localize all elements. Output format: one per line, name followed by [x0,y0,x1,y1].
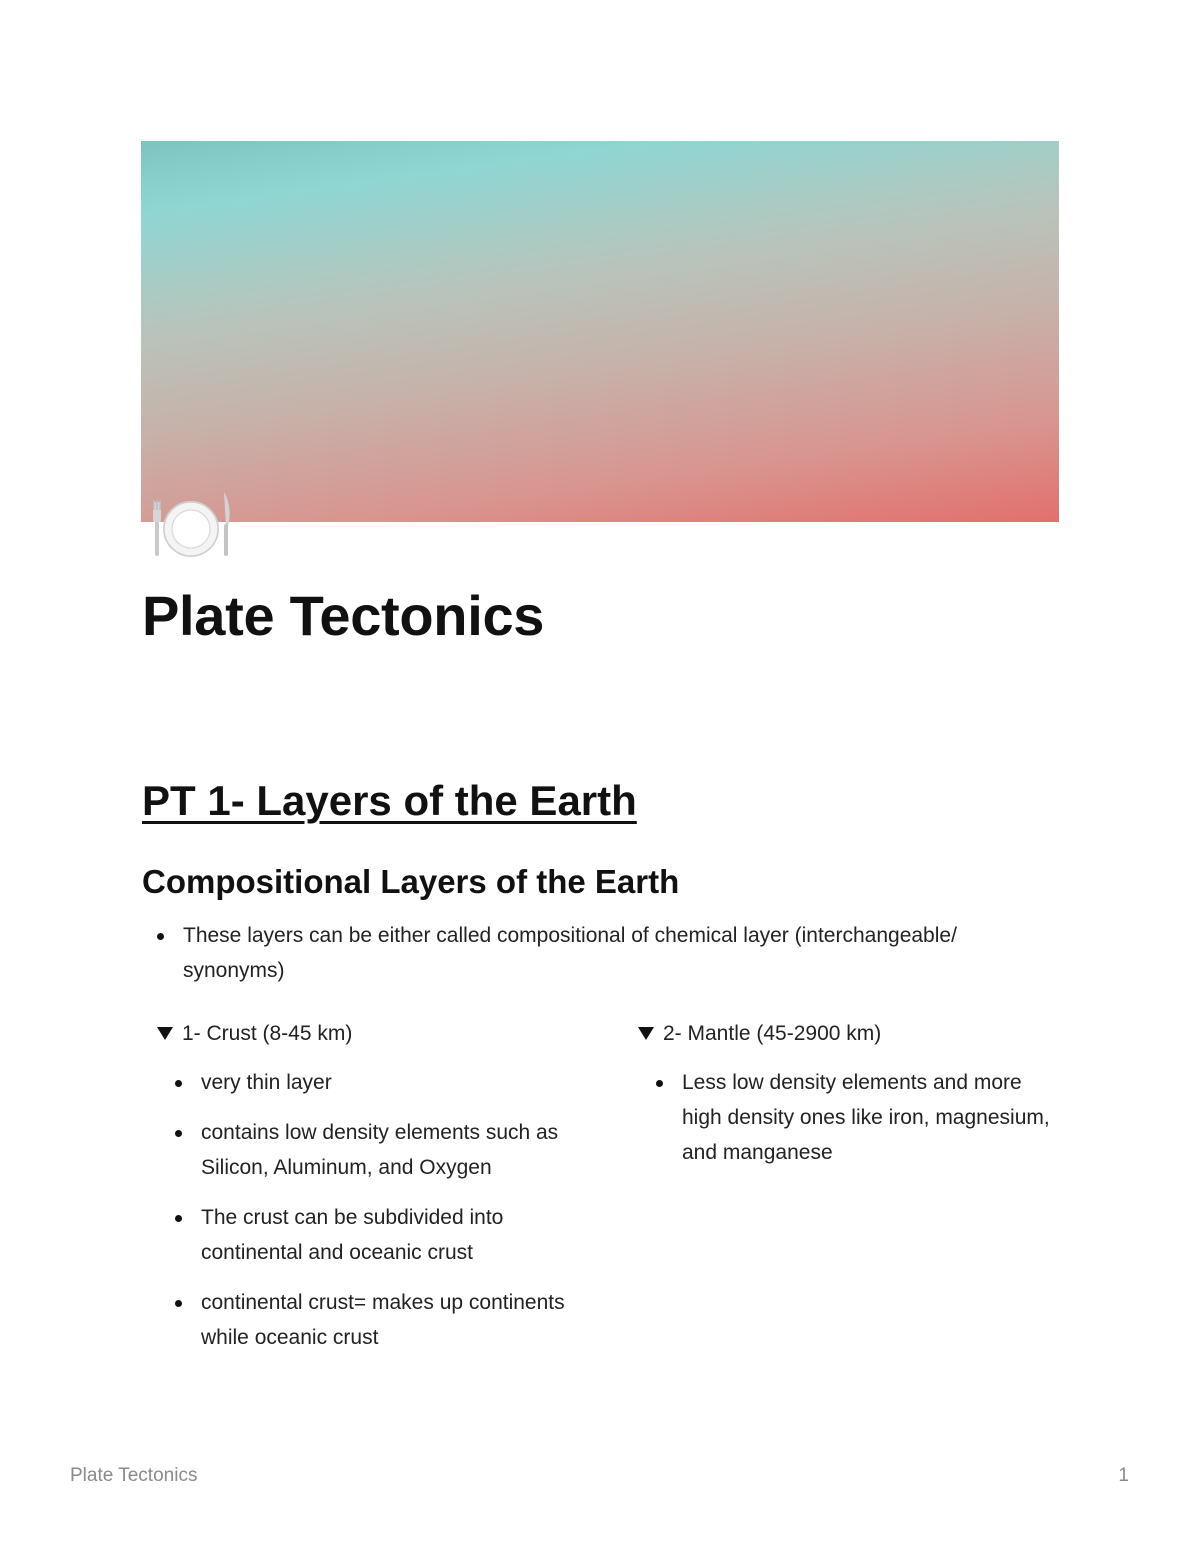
list-item: very thin layer [157,1065,577,1100]
bullet-icon [656,1080,663,1087]
toggle-content-crust [157,1065,577,1355]
bullet-icon [175,1130,182,1137]
list-item: contains low density elements such as Silicon, Aluminum, and Oxygen [157,1115,577,1185]
bullet-icon [175,1215,182,1222]
toggle-content-mantle [638,1065,1058,1170]
bullet-icon [157,933,164,940]
toggle-crust [157,1016,577,1370]
toggle-mantle [638,1016,1058,1185]
list-item: Less low density elements and more high density ones like iron, magnesium, and manganese [638,1065,1058,1170]
list-item: These layers can be either called compositional of chemical layer (interchangeable/ synonyms) [142,918,1060,988]
plate-with-cutlery-icon [148,488,234,560]
bullet-icon [175,1080,182,1087]
list-item: The crust can be subdivided into continental and oceanic crust [157,1200,577,1270]
page-title: Plate Tectonics [142,584,545,647]
toggle-label: 1- Crust (8-45 km) [182,1022,353,1045]
section-heading: PT 1- Layers of the Earth [142,777,637,824]
footer-title: Plate Tectonics [70,1465,198,1486]
cover-image [141,141,1059,522]
footer-page-number: 1 [1118,1465,1129,1486]
toggle-label: 2- Mantle (45-2900 km) [663,1022,882,1045]
intro-list [142,918,1060,988]
section-subheading: Compositional Layers of the Earth [142,863,680,900]
list-item: continental crust= makes up continents while oceanic crust [157,1285,577,1355]
triangle-down-icon[interactable] [157,1027,173,1040]
toggle-header-crust[interactable] [157,1016,577,1051]
triangle-down-icon[interactable] [638,1027,654,1040]
bullet-icon [175,1300,182,1307]
toggle-header-mantle[interactable] [638,1016,1058,1051]
